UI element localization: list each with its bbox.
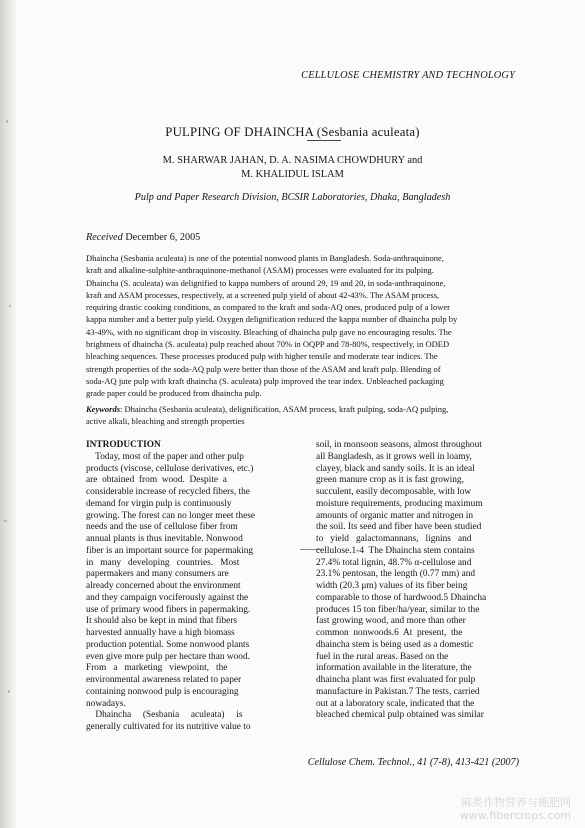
- body-line: soil, in monsoon seasons, almost throughout: [316, 440, 482, 450]
- body-line: fuel in the rural areas. Based on the: [316, 651, 449, 662]
- body-line: harvested annually have a high biomass: [86, 628, 235, 638]
- body-line: bleached chemical pulp obtained was similar: [316, 710, 484, 721]
- keywords-line: active alkali, bleaching and strength properties: [86, 416, 245, 427]
- body-line: moisture requirements, producing maximum: [316, 498, 483, 509]
- body-line: 23.1% pentosan, the length (0.77 mm) and: [316, 569, 476, 580]
- body-line: width (20.3 μm) values of its fiber being: [316, 581, 468, 591]
- abstract-line: grade paper could be produced from dhaincha pulp.: [86, 388, 262, 399]
- scan-speck: [6, 120, 8, 123]
- abstract-line: Dhaincha (Sesbania aculeata) is one of the potential nonwood plants in Bangladesh. Soda-anthraquinone,: [86, 253, 444, 263]
- body-line: dhaincha plant was first evaluated for pulp: [316, 675, 476, 685]
- body-line: annual plants is thus inevitable. Nonwood: [86, 534, 243, 544]
- body-line: nowadays.: [86, 698, 126, 709]
- body-line: to yield galactomannans, lignins and: [316, 534, 472, 544]
- body-line: It should also be kept in mind that fibers: [86, 616, 238, 627]
- section-heading-introduction: INTRODUCTION: [86, 440, 161, 450]
- body-line: amounts of organic matter and nitrogen in: [316, 510, 474, 521]
- body-line: fast growing wood, and more than other: [316, 616, 466, 627]
- body-line: cellulose.1-4 The Dhaincha stem contains: [316, 545, 475, 556]
- received-label: Received: [86, 232, 123, 243]
- intro-left-column: [86, 440, 290, 734]
- intro-right-column: [316, 440, 520, 722]
- body-line: and they campaign vociferously against the: [86, 592, 249, 603]
- body-line: use of primary wood fibers in papermaking.: [86, 604, 251, 615]
- paper-title-text: PULPING OF DHAINCHA (Sesbania aculeata): [165, 125, 420, 139]
- body-line: manufacture in Pakistan.7 The tests, carried: [316, 686, 480, 697]
- site-watermark: [460, 796, 571, 822]
- body-line: dhaincha stem is being used as a domestic: [316, 639, 474, 650]
- footer-citation: Cellulose Chem. Technol., 41 (7-8), 413-421 (2007): [307, 757, 519, 768]
- scan-speck: [8, 690, 10, 693]
- abstract-line: soda-AQ jute pulp with kraft dhaincha (S. aculeata) pulp improved the tear index. Unbleached packaging: [86, 375, 444, 386]
- body-line: Dhaincha (Sesbania aculeata) is: [86, 710, 243, 721]
- body-line: generally cultivated for its nutritive value to: [86, 722, 251, 732]
- body-line: all Bangladesh, as it grows well in loamy,: [316, 451, 472, 462]
- body-line: produces 15 ton fiber/ha/year, similar to the: [316, 604, 480, 615]
- scan-speck: [9, 305, 11, 307]
- body-line: products (viscose, cellulose derivatives, etc.): [86, 463, 254, 474]
- body-line: containing nonwood pulp is encouraging: [86, 686, 239, 697]
- watermark-line: 麻类作物营养与施肥网: [461, 796, 571, 809]
- body-line: environmental awareness related to paper: [86, 675, 242, 685]
- affiliation: Pulp and Paper Research Division, BCSIR Laboratories, Dhaka, Bangladesh: [134, 192, 451, 203]
- body-line: information available in the literature, the: [316, 663, 472, 674]
- body-line: already concerned about the environment: [86, 581, 241, 591]
- body-line: From a marketing viewpoint, the: [86, 663, 228, 674]
- keywords-text: : Dhaincha (Sesbania aculeata), delignification, ASAM process, kraft pulping, soda-AQ pulping,: [120, 404, 449, 414]
- received-date-value: December 6, 2005: [125, 232, 201, 243]
- body-line: succulent, easily decomposable, with low: [316, 487, 472, 497]
- abstract-line: strength properties of the soda-AQ pulp were better than those of the ASAM and kraft pulp. Blending of: [86, 363, 441, 374]
- body-line: fiber is an important source for papermaking: [86, 545, 254, 556]
- body-line: needs and the use of cellulose fiber from: [86, 522, 238, 533]
- body-line: growing. The forest can no longer meet these: [86, 510, 255, 521]
- author-list: [0, 154, 585, 182]
- body-line: considerable increase of recycled fibers, the: [86, 487, 250, 497]
- abstract-line: 43-49%, with no significant drop in viscosity. Bleaching of dhaincha pulp gave no encouraging results. The: [86, 326, 452, 337]
- body-line: common nonwoods.6 At present, the: [316, 628, 463, 638]
- body-line: green manure crop as it is fast growing,: [316, 475, 464, 486]
- body-line: out at a laboratory scale, indicated that the: [316, 698, 475, 709]
- body-line: papermakers and many consumers are: [86, 569, 229, 580]
- abstract-line: kappa number and a better pulp yield. Oxygen delignification reduced the kappa number of dhaincha pulp by: [86, 314, 458, 325]
- abstract-line: requiring drastic cooking conditions, as compared to the kraft and soda-AQ ones, produced pulp of a lower: [86, 302, 450, 313]
- keywords-label: Keywords: [86, 404, 120, 414]
- body-line: comparable to those of hardwood.5 Dhaincha: [316, 592, 487, 603]
- received-date: [86, 232, 200, 243]
- author-line: M. KHALIDUL ISLAM: [241, 169, 344, 180]
- body-line: even give more pulp per hectare than wood.: [86, 651, 250, 662]
- author-line: M. SHARWAR JAHAN, D. A. NASIMA CHOWDHURY and: [162, 155, 423, 166]
- body-line: clayey, black and sandy soils. It is an ideal: [316, 463, 475, 474]
- abstract-line: Dhaincha (S. aculeata) was delignified to kappa numbers of around 29, 19 and 20, in soda-anthraquinone,: [86, 277, 446, 288]
- keywords-line: [86, 403, 516, 415]
- abstract: [86, 252, 516, 400]
- body-line: demand for virgin pulp is continuously: [86, 498, 232, 509]
- body-line: production potential. Some nonwood plants: [86, 639, 250, 650]
- body-line: are obtained from wood. Despite a: [86, 475, 227, 486]
- body-line: 27.4% total lignin, 48.7% α-cellulose and: [316, 557, 472, 568]
- body-line: the soil. Its seed and fiber have been studied: [316, 522, 482, 533]
- paper-title: [0, 125, 585, 140]
- abstract-line: brightness of dhaincha (S. aculeata) pulp reached about 70% in OQPP and 78-80%, respectively, in ODED: [86, 339, 450, 350]
- watermark-line: www.fibercrops.com: [459, 809, 571, 822]
- abstract-line: kraft and ASAM processes, respectively, at a screened pulp yield of about 42-43%. The ASAM process,: [86, 289, 440, 300]
- body-line: in many developing countries. Most: [86, 557, 240, 568]
- abstract-line: bleaching sequences. These processes produced pulp with higher tensile and moderate tear indices. The: [86, 351, 438, 362]
- abstract-line: kraft and alkaline-sulphite-anthraquinone-methanol (ASAM) processes were evaluated for its pulping.: [86, 265, 434, 276]
- keywords: [86, 403, 516, 428]
- body-line: Today, most of the paper and other pulp: [86, 451, 244, 462]
- scan-speck: [4, 520, 7, 522]
- pen-underline-mark: [307, 140, 341, 141]
- journal-header: CELLULOSE CHEMISTRY AND TECHNOLOGY: [301, 70, 515, 81]
